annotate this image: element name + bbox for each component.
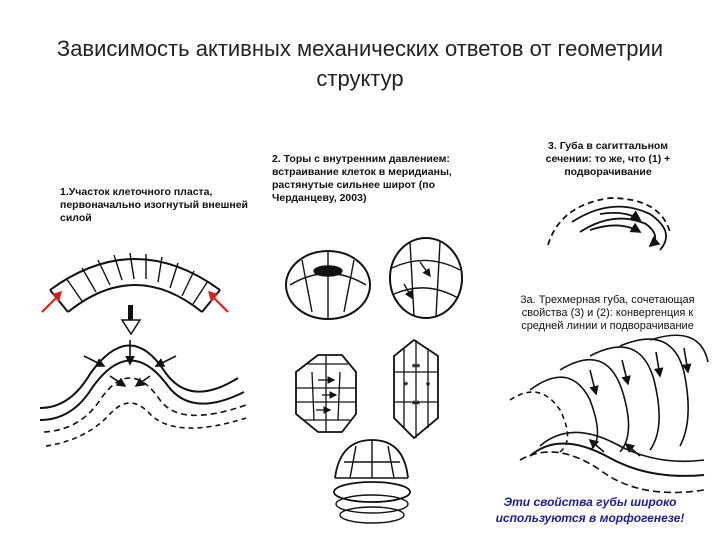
- mesh-mark-2: *: [403, 380, 409, 392]
- panel-2-caption: 2. Торы с внутренним давлением: встраивание клеток в меридианы, растянутые сильнее широт (по Черданцеву, 2003): [272, 153, 452, 204]
- panel-3a-caption: 3а. Трехмерная губа, сочетающая свойства (3) и (2): конвергенция к средней линии и подворачивание: [520, 294, 695, 332]
- panel-1-folded-sheet: [40, 340, 246, 446]
- lip-3d-figure: [510, 335, 708, 492]
- mesh-mark-1: **: [411, 362, 421, 374]
- conclusion-note: Эти свойства губы широко используются в морфогенезе!: [495, 495, 685, 525]
- panel-3-caption: 3. Губа в сагиттальном сечении: то же, что (1) + подворачивание: [545, 140, 671, 178]
- torus-bottom-figure: [334, 440, 410, 523]
- cell-mesh-left: [296, 355, 356, 432]
- torus-side-view: [390, 238, 462, 318]
- page-title: Зависимость активных механических ответов от геометрии структур: [56, 36, 664, 91]
- lip-sagittal-section: [548, 198, 670, 250]
- external-force-arrow-left: [42, 291, 62, 312]
- panel-1-bent-sheet: [50, 253, 220, 312]
- cell-mesh-right: [394, 340, 438, 438]
- mesh-mark-3: *: [425, 380, 431, 392]
- external-force-arrow-right: [208, 291, 228, 312]
- transition-arrow-down: [122, 305, 140, 334]
- panel-1-caption: 1.Участок клеточного пласта, первоначально изогнутый внешней силой: [60, 186, 248, 224]
- torus-top-view: [286, 251, 370, 319]
- mesh-mark-4: **: [411, 399, 421, 411]
